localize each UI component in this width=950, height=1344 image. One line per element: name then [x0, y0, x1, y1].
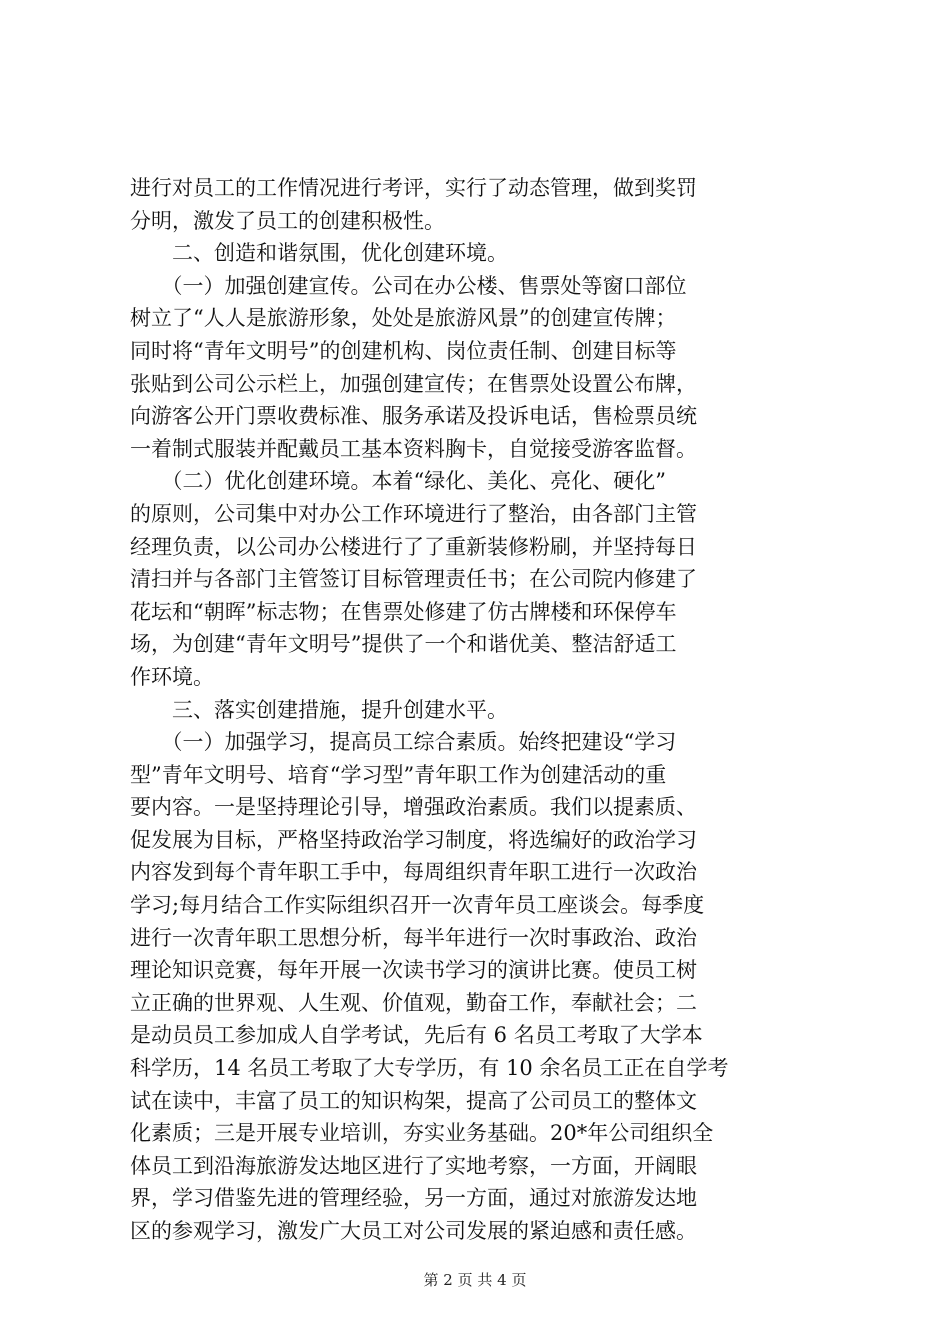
section-heading: 三、落实创建措施，提升创建水平。	[130, 697, 508, 722]
text-line: 界，学习借鉴先进的管理经验，另一方面，通过对旅游发达地	[130, 1186, 697, 1211]
text-line: 进行对员工的工作情况进行考评，实行了动态管理，做到奖罚	[130, 176, 697, 200]
text-line: 同时将“青年文明号”的创建机构、岗位责任制、创建目标等	[130, 338, 677, 363]
text-line: 清扫并与各部门主管签订目标管理责任书；在公司院内修建了	[130, 567, 697, 592]
text-line: 试在读中，丰富了员工的知识构架，提高了公司员工的整体文	[130, 1088, 697, 1113]
text-line: 要内容。一是坚持理论引导，增强政治素质。我们以提素质、	[130, 795, 697, 820]
text-line: 区的参观学习，激发广大员工对公司发展的紧迫感和责任感。	[130, 1219, 697, 1243]
text-line: 体员工到沿海旅游发达地区进行了实地考察，一方面，开阔眼	[130, 1153, 697, 1178]
text-line: 促发展为目标，严格坚持政治学习制度，将选编好的政治学习	[130, 827, 697, 852]
text-line: 向游客公开门票收费标准、服务承诺及投诉电话，售检票员统	[130, 404, 697, 429]
page-footer: 第 2 页 共 4 页	[423, 1271, 527, 1289]
body-text	[130, 172, 820, 1248]
text-line: 树立了“人人是旅游形象，处处是旅游风景”的创建宣传牌；	[130, 306, 677, 331]
text-line: 科学历，14 名员工考取了大专学历，有 10 余名员工正在自学考	[130, 1056, 729, 1081]
text-line: 是动员员工参加成人自学考试，先后有 6 名员工考取了大学本	[130, 1023, 703, 1048]
text-line: 内容发到每个青年职工手中，每周组织青年职工进行一次政治	[130, 860, 697, 885]
text-line: 学习;每月结合工作实际组织召开一次青年员工座谈会。每季度	[130, 893, 705, 918]
text-line: 型”青年文明号、培育“学习型”青年职工作为创建活动的重	[130, 762, 667, 787]
text-line: （一）加强学习，提高员工综合素质。始终把建设“学习	[130, 730, 677, 755]
text-line: 一着制式服装并配戴员工基本资料胸卡，自觉接受游客监督。	[130, 436, 697, 461]
text-line: 作环境。	[130, 664, 214, 689]
text-line: （一）加强创建宣传。公司在办公楼、售票处等窗口部位	[130, 273, 687, 298]
text-line: 立正确的世界观、人生观、价值观，勤奋工作，奉献社会；二	[130, 990, 697, 1015]
text-line: （二）优化创建环境。本着“绿化、美化、亮化、硬化”	[130, 469, 666, 494]
text-line: 分明，激发了员工的创建积极性。	[130, 208, 445, 233]
text-line: 花坛和“朝晖”标志物；在售票处修建了仿古牌楼和环保停车	[130, 599, 677, 624]
text-line: 张贴到公司公示栏上，加强创建宣传；在售票处设置公布牌，	[130, 371, 697, 396]
text-line: 进行一次青年职工思想分析，每半年进行一次时事政治、政治	[130, 925, 697, 950]
text-line: 的原则，公司集中对办公工作环境进行了整治，由各部门主管	[130, 501, 697, 526]
section-heading: 二、创造和谐氛围，优化创建环境。	[130, 241, 508, 266]
text-line: 化素质；三是开展专业培训，夯实业务基础。20*年公司组织全	[130, 1121, 714, 1146]
text-line: 场，为创建“青年文明号”提供了一个和谐优美、整洁舒适工	[130, 632, 677, 657]
text-line: 经理负责，以公司办公楼进行了了重新装修粉刷，并坚持每日	[130, 534, 697, 559]
text-line: 理论知识竞赛，每年开展一次读书学习的演讲比赛。使员工树	[130, 958, 697, 983]
